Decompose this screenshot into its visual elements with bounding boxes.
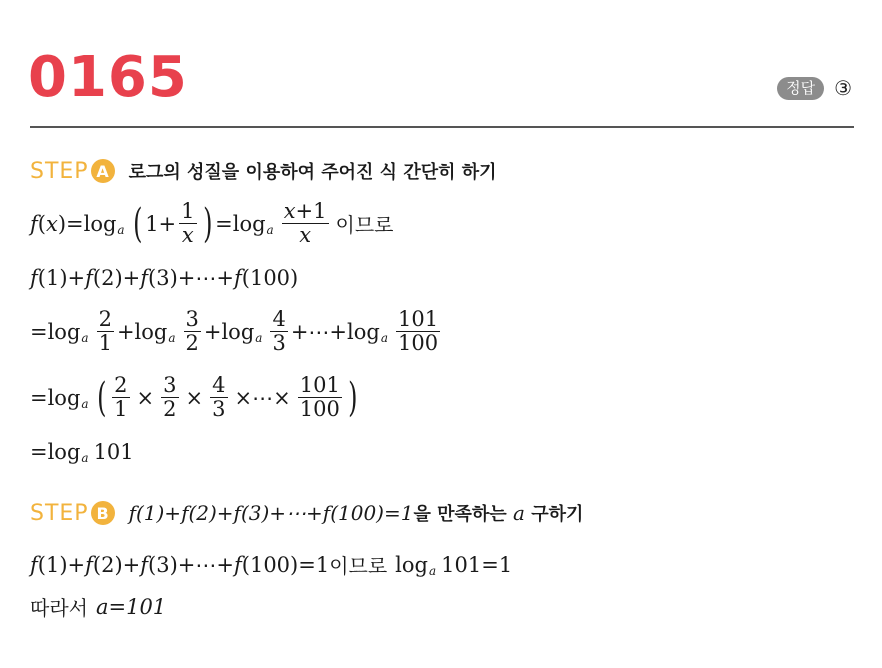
final-answer: a=101 — [95, 594, 167, 619]
step-letter-badge: A — [91, 159, 115, 183]
equation-line-5 — [30, 440, 134, 464]
log-text: log — [395, 552, 428, 577]
answer-badge: 정답 — [777, 77, 824, 100]
equation-line-2: f(1)+f(2)+f(3)+⋯+f(100) — [30, 266, 299, 290]
step-b-header — [30, 500, 583, 526]
step-title-korean-end: 구하기 — [531, 504, 584, 525]
log-base: a — [428, 563, 437, 578]
header-divider — [30, 126, 854, 128]
step-title-variable: a — [512, 501, 525, 525]
equation-line-4: =log a ( $\frac{2}{1}$ × $\frac{3}{2}$ × $\frac{4}{3}$ ×⋯× $\frac{101}{100}$ ) — [30, 373, 358, 422]
equation-line-b1: f(1)+f(2)+f(3)+⋯+f(100)=1 이므로 log a 101=1 — [30, 550, 512, 579]
equation-line-1: f(x)=log a ( 1+ $\frac{1}{x}$ ) =log a $\frac{x+1}{x}$ 이므로 — [30, 199, 394, 248]
answer-value: ③ — [834, 76, 852, 100]
step-title-math: f(1)+f(2)+f(3)+⋯+f(100)=1 — [128, 501, 414, 525]
step-label: STEP — [30, 158, 89, 184]
korean-therefore: 따라서 — [30, 596, 88, 620]
step-title: 로그의 성질을 이용하여 주어진 식 간단히 하기 — [128, 162, 497, 183]
step-title — [129, 500, 584, 526]
step-letter-badge: B — [91, 501, 115, 525]
step-a-header — [30, 158, 497, 184]
log-text: =log — [30, 440, 81, 464]
equation-line-3: =log a $\frac{2}{1}$ +log a $\frac{3}{2}$ +log a $\frac{4}{3}$ +⋯+log a $\frac{101}{100}$ — [30, 307, 439, 356]
log-base: a — [81, 451, 89, 465]
equation-line-b2 — [30, 592, 166, 621]
korean-connector: 이므로 — [329, 554, 388, 578]
log-value: 101=1 — [441, 552, 513, 577]
problem-number: 0165 — [28, 45, 188, 110]
answer-area — [777, 76, 852, 100]
korean-connector: 이므로 — [335, 213, 394, 238]
step-label: STEP — [30, 500, 89, 526]
log-value: 101 — [93, 440, 134, 464]
step-title-korean: 을 만족하는 — [413, 504, 507, 525]
